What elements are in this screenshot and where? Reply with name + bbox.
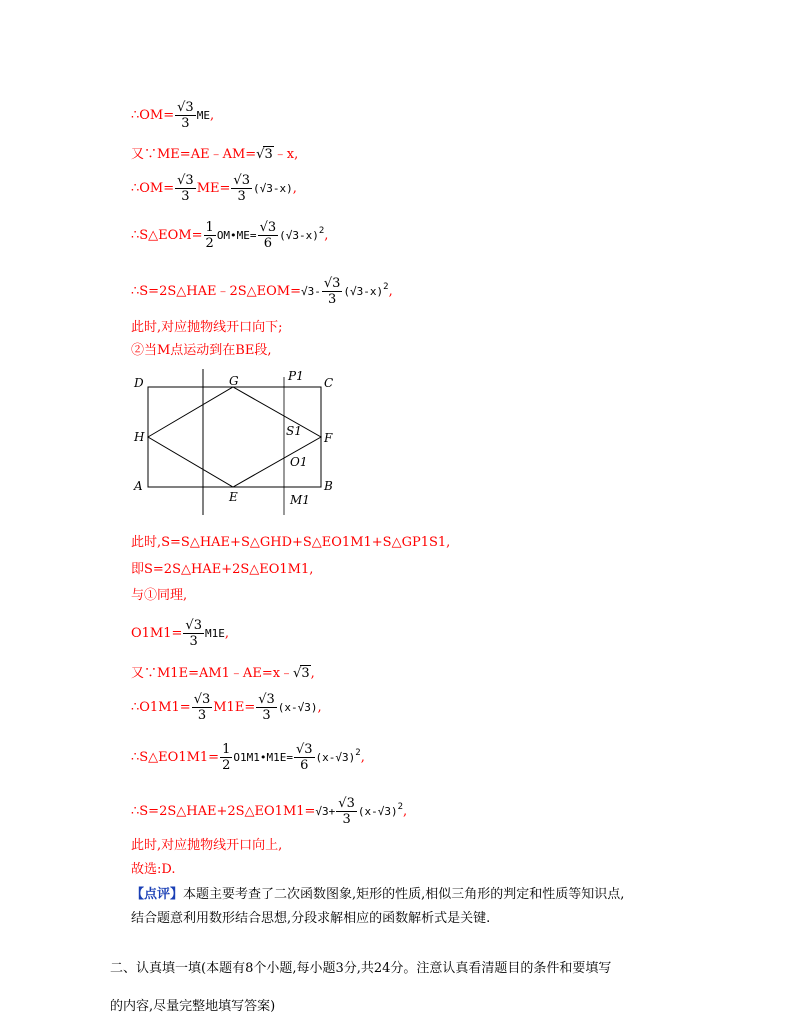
fraction: $\frac{√3}{6}$ bbox=[259, 220, 277, 251]
label-F: F bbox=[324, 431, 333, 445]
formula-line-12 bbox=[131, 665, 315, 682]
formula-line-4 bbox=[131, 220, 328, 251]
line-4-lhs: ∴S△EOM= bbox=[131, 228, 203, 243]
label-G: G bbox=[229, 374, 239, 388]
formula-line-11 bbox=[131, 618, 229, 649]
line-11-lhs: O1M1= bbox=[131, 626, 183, 641]
geometry-figure bbox=[128, 365, 343, 523]
formula-line-15 bbox=[131, 796, 407, 827]
formula-line-1 bbox=[131, 100, 214, 131]
formula-line-13 bbox=[131, 692, 322, 723]
sqrt: √3 bbox=[293, 666, 310, 681]
fraction: $\frac{√3}{3}$ bbox=[185, 618, 202, 649]
line-15-rad: √3+ bbox=[315, 805, 336, 818]
line-11-rhs: M1E bbox=[204, 627, 225, 640]
comment-line-2: 结合题意利用数形结合思想,分段求解相应的函数解析式是关键. bbox=[131, 911, 491, 926]
punct: , bbox=[388, 284, 393, 299]
line-15-lhs: ∴S=2S△HAE+2S△EO1M1= bbox=[131, 804, 316, 819]
label-S1: S1 bbox=[286, 424, 302, 438]
formula-line-6: 此时,对应抛物线开口向下; bbox=[131, 320, 283, 335]
label-O1: O1 bbox=[290, 455, 308, 469]
formula-line-2 bbox=[131, 146, 298, 163]
sqrt: √3 bbox=[256, 147, 273, 162]
fraction: $\frac{√3}{6}$ bbox=[295, 742, 313, 773]
label-M1: M1 bbox=[290, 493, 310, 507]
section-heading-line-1: 二、认真填一填(本题有8个小题,每小题3分,共24分。注意认真看清题目的条件和要填写 bbox=[110, 961, 612, 976]
comment-tag: 【点评】 bbox=[131, 887, 184, 902]
formula-line-3 bbox=[131, 173, 297, 204]
line-3-mid: ME= bbox=[196, 181, 231, 196]
comment-text-1: 本题主要考查了二次函数图象,矩形的性质,相似三角形的判定和性质等知识点, bbox=[183, 887, 625, 902]
line-14-rhs: (x-√3) bbox=[315, 751, 356, 764]
fraction: $\frac{√3}{3}$ bbox=[177, 173, 194, 204]
exponent: 2 bbox=[318, 226, 325, 236]
line-13-lhs: ∴O1M1= bbox=[131, 700, 191, 715]
label-P1: P1 bbox=[288, 369, 304, 383]
line-13-mid: M1E= bbox=[213, 700, 256, 715]
line-5-lhs: ∴S=2S△HAE﹣2S△EOM= bbox=[131, 284, 301, 299]
fraction: $\frac{1}{2}$ bbox=[222, 742, 231, 773]
fraction: $\frac{1}{2}$ bbox=[205, 220, 214, 251]
formula-line-16: 此时,对应抛物线开口向上, bbox=[131, 838, 283, 853]
line-14-lhs: ∴S△EO1M1= bbox=[131, 750, 220, 765]
exponent: 2 bbox=[355, 748, 361, 758]
punct: , bbox=[224, 626, 229, 641]
punct: , bbox=[324, 228, 329, 243]
line-12-text: 又∵M1E=AM1﹣AE=x﹣ bbox=[131, 666, 294, 681]
punct: , bbox=[292, 181, 297, 196]
line-2-end: ﹣x, bbox=[273, 147, 299, 162]
punct: , bbox=[403, 804, 408, 819]
punct: , bbox=[209, 108, 215, 123]
line-3-lhs: ∴OM= bbox=[131, 181, 175, 196]
punct: , bbox=[317, 700, 322, 715]
comment-line-1 bbox=[131, 887, 624, 903]
formula-line-8: 此时,S=S△HAE+S△GHD+S△EO1M1+S△GP1S1, bbox=[131, 535, 451, 550]
formula-line-5 bbox=[131, 276, 393, 307]
label-B: B bbox=[324, 479, 333, 493]
line-5-rad: √3- bbox=[300, 285, 321, 298]
fraction: $\frac{√3}{3}$ bbox=[258, 692, 275, 723]
fraction: $\frac{√3}{3}$ bbox=[177, 100, 194, 131]
punct: , bbox=[360, 750, 365, 765]
line-3-rhs: (√3-x) bbox=[252, 182, 293, 195]
fraction: $\frac{√3}{3}$ bbox=[323, 276, 341, 307]
line-15-rhs: (x-√3) bbox=[357, 805, 398, 818]
label-C: C bbox=[324, 376, 334, 390]
line-13-rhs: (x-√3) bbox=[277, 701, 318, 714]
formula-line-9: 即S=2S△HAE+2S△EO1M1, bbox=[131, 562, 314, 577]
punct: , bbox=[310, 666, 315, 681]
fraction: $\frac{√3}{3}$ bbox=[193, 692, 211, 723]
line-2-text: 又∵ME=AE﹣AM= bbox=[131, 147, 257, 162]
exponent: 2 bbox=[383, 282, 389, 292]
section-heading-line-2: 的内容,尽量完整地填写答案) bbox=[110, 999, 276, 1014]
fraction: $\frac{√3}{3}$ bbox=[338, 796, 355, 827]
label-D: D bbox=[134, 376, 144, 390]
line-5-rhs: (√3-x) bbox=[343, 285, 384, 298]
fraction: $\frac{√3}{3}$ bbox=[233, 173, 250, 204]
formula-line-17: 故选:D. bbox=[131, 862, 176, 877]
line-4-rhs: (√3-x) bbox=[279, 229, 319, 242]
label-A: A bbox=[134, 479, 143, 493]
formula-line-14 bbox=[131, 742, 365, 773]
label-H: H bbox=[134, 430, 145, 444]
formula-line-7: ②当M点运动到在BE段, bbox=[131, 343, 272, 358]
exponent: 2 bbox=[397, 802, 404, 812]
formula-line-10: 与①同理, bbox=[131, 588, 188, 603]
line-1-rhs: ME bbox=[196, 109, 210, 122]
line-1-lhs: ∴OM= bbox=[131, 108, 175, 123]
line-4-mid: OM•ME= bbox=[216, 229, 257, 242]
label-E: E bbox=[229, 490, 238, 504]
line-14-mid: O1M1•M1E= bbox=[233, 751, 293, 764]
